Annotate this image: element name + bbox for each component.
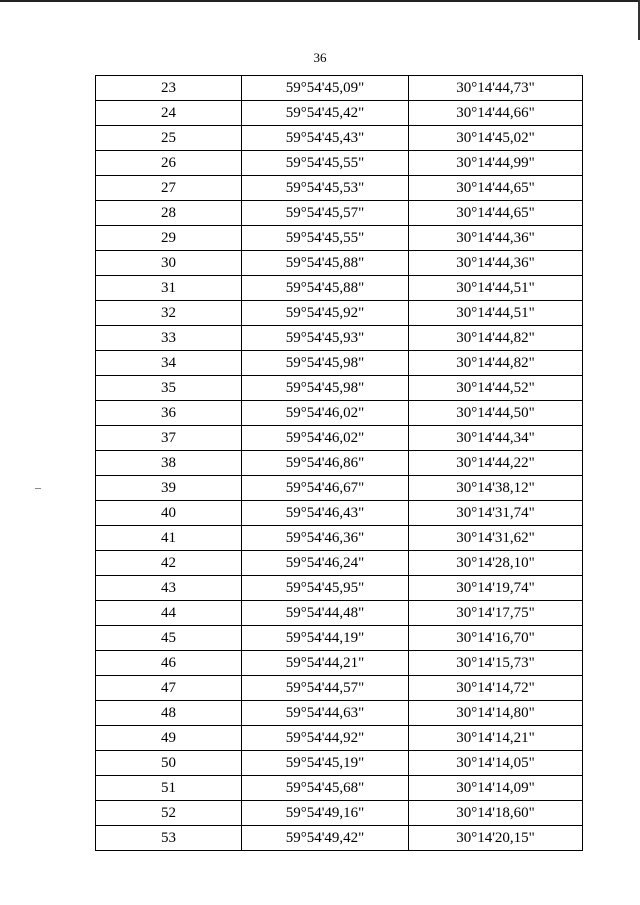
scan-edge-top	[0, 0, 640, 2]
point-number-cell: 52	[96, 801, 242, 826]
table-row	[96, 126, 583, 151]
latitude-cell: 59°54'44,48"	[242, 601, 409, 626]
table-row	[96, 676, 583, 701]
longitude-cell: 30°14'14,21"	[409, 726, 583, 751]
table-row	[96, 176, 583, 201]
longitude-cell: 30°14'44,99"	[409, 151, 583, 176]
latitude-cell: 59°54'45,55"	[242, 151, 409, 176]
point-number-cell: 24	[96, 101, 242, 126]
point-number-cell: 23	[96, 76, 242, 101]
point-number-cell: 25	[96, 126, 242, 151]
longitude-cell: 30°14'45,02"	[409, 126, 583, 151]
point-number-cell: 37	[96, 426, 242, 451]
point-number-cell: 39	[96, 476, 242, 501]
latitude-cell: 59°54'45,93"	[242, 326, 409, 351]
table-row	[96, 426, 583, 451]
latitude-cell: 59°54'44,63"	[242, 701, 409, 726]
margin-mark	[35, 488, 41, 489]
longitude-cell: 30°14'14,05"	[409, 751, 583, 776]
point-number-cell: 33	[96, 326, 242, 351]
latitude-cell: 59°54'46,67"	[242, 476, 409, 501]
table-row	[96, 576, 583, 601]
table-row	[96, 701, 583, 726]
latitude-cell: 59°54'45,57"	[242, 201, 409, 226]
table-row	[96, 751, 583, 776]
longitude-cell: 30°14'38,12"	[409, 476, 583, 501]
point-number-cell: 50	[96, 751, 242, 776]
table-row	[96, 601, 583, 626]
page-number: 36	[313, 50, 327, 65]
table-row	[96, 401, 583, 426]
latitude-cell: 59°54'45,53"	[242, 176, 409, 201]
table-row	[96, 451, 583, 476]
table-row	[96, 151, 583, 176]
latitude-cell: 59°54'46,86"	[242, 451, 409, 476]
table-row	[96, 251, 583, 276]
longitude-cell: 30°14'44,65"	[409, 201, 583, 226]
table-row	[96, 526, 583, 551]
latitude-cell: 59°54'46,43"	[242, 501, 409, 526]
latitude-cell: 59°54'45,19"	[242, 751, 409, 776]
point-number-cell: 45	[96, 626, 242, 651]
longitude-cell: 30°14'15,73"	[409, 651, 583, 676]
coordinates-table-body	[96, 76, 583, 851]
point-number-cell: 49	[96, 726, 242, 751]
point-number-cell: 34	[96, 351, 242, 376]
longitude-cell: 30°14'44,51"	[409, 301, 583, 326]
table-row	[96, 376, 583, 401]
point-number-cell: 31	[96, 276, 242, 301]
longitude-cell: 30°14'20,15"	[409, 826, 583, 851]
table-row	[96, 326, 583, 351]
point-number-cell: 53	[96, 826, 242, 851]
longitude-cell: 30°14'31,74"	[409, 501, 583, 526]
latitude-cell: 59°54'45,68"	[242, 776, 409, 801]
coordinates-table	[95, 75, 583, 851]
point-number-cell: 29	[96, 226, 242, 251]
longitude-cell: 30°14'17,75"	[409, 601, 583, 626]
latitude-cell: 59°54'46,36"	[242, 526, 409, 551]
longitude-cell: 30°14'44,73"	[409, 76, 583, 101]
table-row	[96, 501, 583, 526]
point-number-cell: 38	[96, 451, 242, 476]
latitude-cell: 59°54'45,95"	[242, 576, 409, 601]
point-number-cell: 30	[96, 251, 242, 276]
table-row	[96, 201, 583, 226]
latitude-cell: 59°54'46,02"	[242, 426, 409, 451]
latitude-cell: 59°54'45,88"	[242, 276, 409, 301]
table-row	[96, 651, 583, 676]
longitude-cell: 30°14'19,74"	[409, 576, 583, 601]
table-row	[96, 826, 583, 851]
longitude-cell: 30°14'28,10"	[409, 551, 583, 576]
longitude-cell: 30°14'44,50"	[409, 401, 583, 426]
table-row	[96, 101, 583, 126]
latitude-cell: 59°54'45,55"	[242, 226, 409, 251]
longitude-cell: 30°14'18,60"	[409, 801, 583, 826]
longitude-cell: 30°14'31,62"	[409, 526, 583, 551]
table-row	[96, 351, 583, 376]
point-number-cell: 43	[96, 576, 242, 601]
latitude-cell: 59°54'45,43"	[242, 126, 409, 151]
point-number-cell: 51	[96, 776, 242, 801]
table-row	[96, 301, 583, 326]
latitude-cell: 59°54'44,19"	[242, 626, 409, 651]
point-number-cell: 46	[96, 651, 242, 676]
point-number-cell: 42	[96, 551, 242, 576]
longitude-cell: 30°14'44,22"	[409, 451, 583, 476]
latitude-cell: 59°54'49,16"	[242, 801, 409, 826]
latitude-cell: 59°54'46,24"	[242, 551, 409, 576]
longitude-cell: 30°14'44,36"	[409, 251, 583, 276]
table-row	[96, 626, 583, 651]
table-row	[96, 551, 583, 576]
longitude-cell: 30°14'44,66"	[409, 101, 583, 126]
point-number-cell: 41	[96, 526, 242, 551]
latitude-cell: 59°54'49,42"	[242, 826, 409, 851]
table-row	[96, 476, 583, 501]
longitude-cell: 30°14'44,34"	[409, 426, 583, 451]
longitude-cell: 30°14'14,09"	[409, 776, 583, 801]
latitude-cell: 59°54'45,09"	[242, 76, 409, 101]
longitude-cell: 30°14'14,72"	[409, 676, 583, 701]
table-row	[96, 226, 583, 251]
point-number-cell: 48	[96, 701, 242, 726]
point-number-cell: 36	[96, 401, 242, 426]
latitude-cell: 59°54'45,88"	[242, 251, 409, 276]
point-number-cell: 35	[96, 376, 242, 401]
table-row	[96, 776, 583, 801]
latitude-cell: 59°54'44,57"	[242, 676, 409, 701]
table-row	[96, 726, 583, 751]
longitude-cell: 30°14'14,80"	[409, 701, 583, 726]
point-number-cell: 32	[96, 301, 242, 326]
latitude-cell: 59°54'45,42"	[242, 101, 409, 126]
longitude-cell: 30°14'44,36"	[409, 226, 583, 251]
longitude-cell: 30°14'44,82"	[409, 351, 583, 376]
longitude-cell: 30°14'44,52"	[409, 376, 583, 401]
point-number-cell: 26	[96, 151, 242, 176]
point-number-cell: 44	[96, 601, 242, 626]
point-number-cell: 28	[96, 201, 242, 226]
point-number-cell: 27	[96, 176, 242, 201]
table-row	[96, 801, 583, 826]
table-row	[96, 76, 583, 101]
point-number-cell: 47	[96, 676, 242, 701]
latitude-cell: 59°54'44,21"	[242, 651, 409, 676]
latitude-cell: 59°54'45,92"	[242, 301, 409, 326]
table-row	[96, 276, 583, 301]
latitude-cell: 59°54'45,98"	[242, 376, 409, 401]
longitude-cell: 30°14'16,70"	[409, 626, 583, 651]
longitude-cell: 30°14'44,51"	[409, 276, 583, 301]
longitude-cell: 30°14'44,82"	[409, 326, 583, 351]
point-number-cell: 40	[96, 501, 242, 526]
latitude-cell: 59°54'45,98"	[242, 351, 409, 376]
latitude-cell: 59°54'44,92"	[242, 726, 409, 751]
latitude-cell: 59°54'46,02"	[242, 401, 409, 426]
longitude-cell: 30°14'44,65"	[409, 176, 583, 201]
